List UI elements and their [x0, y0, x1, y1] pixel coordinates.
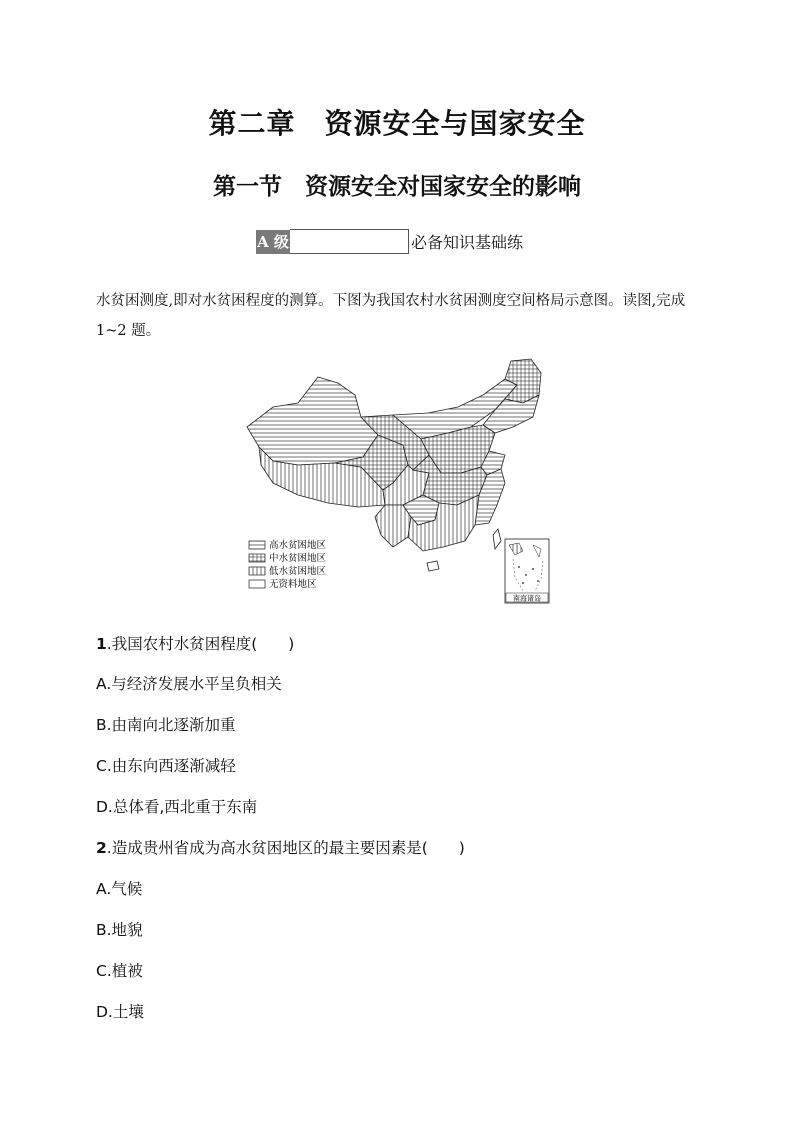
region-xinjiang: [247, 377, 378, 465]
question-2-option-c: C.植被: [96, 962, 143, 980]
question-1-number: 1: [96, 635, 107, 653]
level-blank-box: [290, 229, 409, 254]
question-2-option-b: B.地貌: [96, 921, 143, 939]
legend-nodata: 无资料地区: [269, 579, 317, 590]
inset-label: 南海诸岛: [513, 594, 541, 603]
legend-low: 低水贫困地区: [269, 566, 327, 577]
question-1-option-b: B.由南向北逐渐加重: [96, 716, 236, 734]
intro-paragraph: 水贫困测度,即对水贫困程度的测算。下图为我国农村水贫困测度空间格局示意图。读图,完成 1~2 题。: [96, 293, 686, 339]
question-1-option-d: D.总体看,西北重于东南: [96, 798, 258, 816]
water-poverty-map: [243, 355, 553, 605]
question-1-option-c: C.由东向西逐渐减轻: [96, 757, 236, 775]
region-yunnan: [375, 505, 411, 547]
legend-high: 高水贫困地区: [269, 540, 327, 551]
region-hainan: [427, 561, 439, 571]
question-2-stem: 2.造成贵州省成为高水贫困地区的最主要因素是( ): [96, 839, 465, 857]
chapter-title: 第二章 资源安全与国家安全: [208, 107, 586, 140]
section-title: 第一节 资源安全对国家安全的影响: [213, 173, 581, 200]
question-2-option-d: D.土壤: [96, 1003, 144, 1021]
question-2-option-a: A.气候: [96, 880, 143, 898]
legend-mid: 中水贫困地区: [269, 553, 327, 564]
region-taiwan: [493, 529, 501, 549]
question-1-stem: 1.我国农村水贫困程度( ): [96, 635, 295, 653]
level-badge: A 级: [256, 230, 290, 254]
question-1-option-a: A.与经济发展水平呈负相关: [96, 675, 282, 693]
level-header: [256, 228, 523, 254]
question-2-number: 2: [96, 839, 107, 857]
map-legend: [249, 539, 327, 590]
south-china-sea-inset: [505, 539, 549, 603]
level-text: 必备知识基础练: [411, 233, 524, 252]
